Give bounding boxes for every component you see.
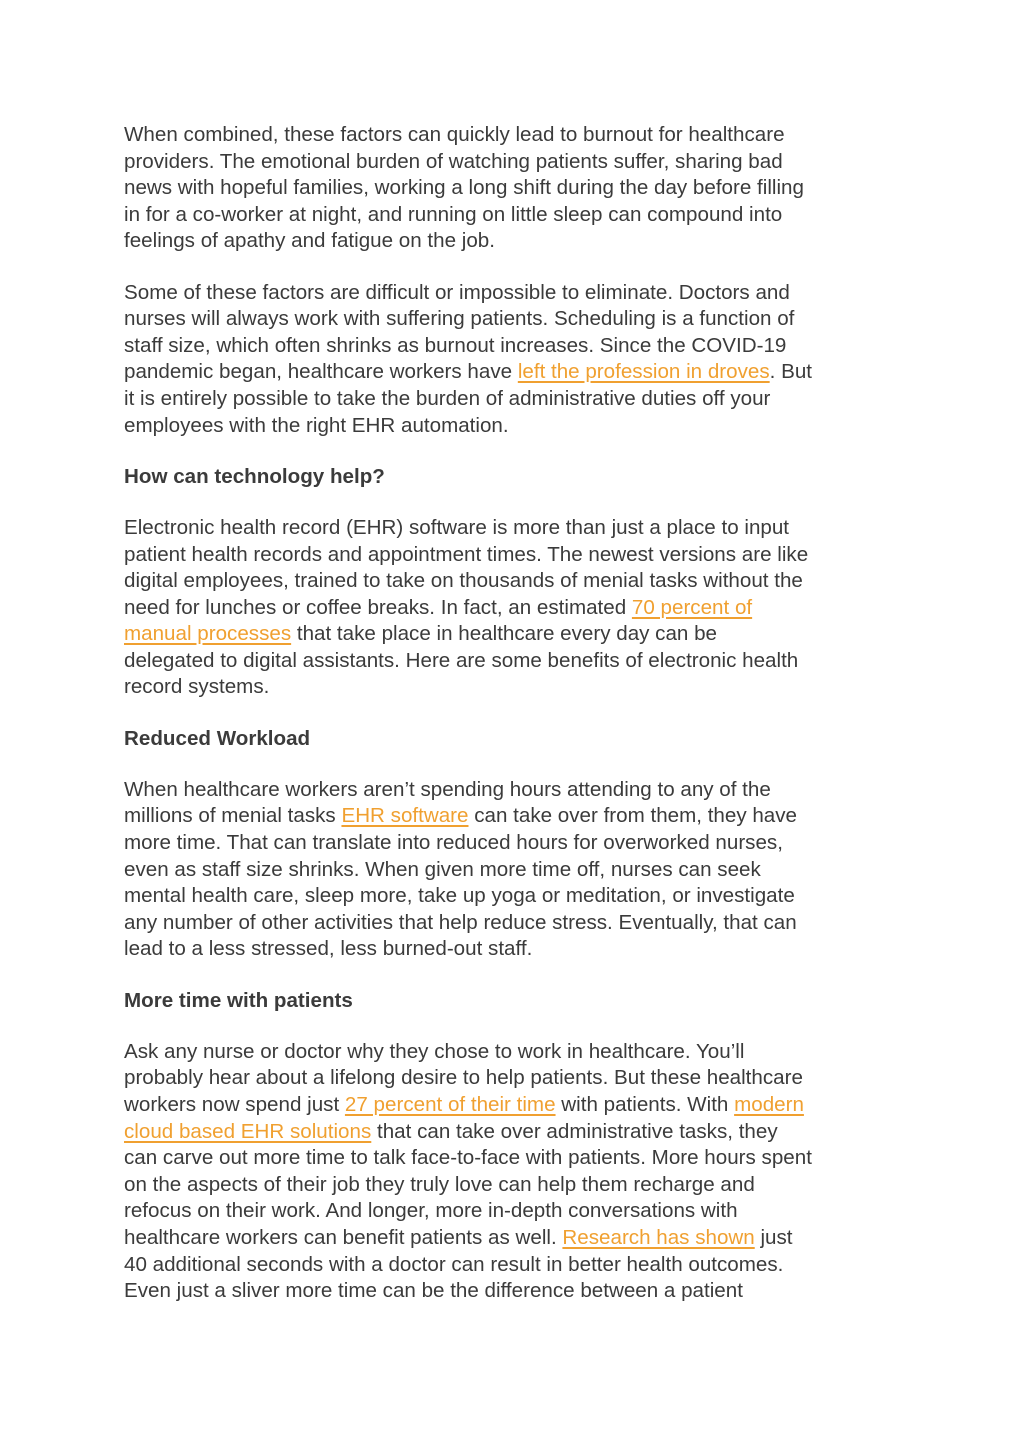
text-line: in for a co-worker at night, and running on little sleep can compound into	[124, 202, 783, 226]
text-line: news with hopeful families, working a long shift during the day before filling	[124, 176, 804, 200]
text-segment: healthcare workers can benefit patients as well.	[124, 1225, 563, 1249]
text-line: nurses will always work with suffering patients. Scheduling is a function of	[124, 307, 795, 331]
text-segment: that can take over administrative tasks, they	[371, 1119, 778, 1143]
text-segment: just	[754, 1225, 793, 1249]
text-line: digital employees, trained to take on thousands of menial tasks without the	[124, 569, 803, 593]
text-segment: that take place in healthcare every day can be	[291, 622, 717, 646]
text-line: staff size, which often shrinks as burnout increases. Since the COVID-19	[124, 333, 787, 357]
text-segment: can take over from them, they have	[468, 804, 798, 828]
text-line: it is entirely possible to take the burden of administrative duties off your	[124, 386, 771, 410]
link-modern-ehr-part2[interactable]: cloud based EHR solutions	[124, 1119, 372, 1143]
text-line	[124, 359, 914, 386]
text-line: can carve out more time to talk face-to-face with patients. More hours spent	[124, 1146, 812, 1170]
paragraph-reduced-workload	[124, 777, 914, 963]
text-line: more time. That can translate into reduced hours for overworked nurses,	[124, 831, 783, 855]
link-modern-ehr-part1[interactable]: modern	[734, 1092, 804, 1116]
heading-more-time-with-patients: More time with patients	[124, 988, 353, 1012]
text-line: refocus on their work. And longer, more in-depth conversations with	[124, 1199, 738, 1223]
text-line	[124, 1092, 914, 1119]
link-left-the-profession[interactable]: left the profession in droves	[517, 360, 770, 384]
text-line: mental health care, sleep more, take up yoga or meditation, or investigate	[124, 884, 795, 908]
text-line	[124, 1225, 914, 1252]
text-segment: with patients. With	[555, 1092, 735, 1116]
text-line: even as staff size shrinks. When given more time off, nurses can seek	[124, 857, 761, 881]
text-line: providers. The emotional burden of watching patients suffer, sharing bad	[124, 149, 783, 173]
text-line: 40 additional seconds with a doctor can result in better health outcomes.	[124, 1252, 784, 1276]
text-line: patient health records and appointment times. The newest versions are like	[124, 542, 809, 566]
text-line	[124, 803, 914, 830]
text-line: When combined, these factors can quickly lead to burnout for healthcare	[124, 123, 785, 146]
text-line: lead to a less stressed, less burned-out staff.	[124, 937, 533, 961]
paragraph-ehr-software	[124, 515, 914, 701]
heading-technology-help: How can technology help?	[124, 464, 385, 488]
text-line: record systems.	[124, 675, 270, 699]
link-70-percent-part2[interactable]: manual processes	[124, 622, 292, 646]
text-line: Some of these factors are difficult or impossible to eliminate. Doctors and	[124, 280, 790, 304]
text-line: delegated to digital assistants. Here are some benefits of electronic health	[124, 648, 799, 672]
heading-reduced-workload: Reduced Workload	[124, 726, 311, 750]
text-segment: . But	[769, 360, 813, 384]
link-70-percent-part1[interactable]: 70 percent of	[631, 595, 753, 619]
paragraph-burnout-factors	[124, 122, 914, 255]
text-segment: workers now spend just	[124, 1092, 345, 1116]
text-line	[124, 621, 914, 648]
link-research-has-shown[interactable]: Research has shown	[562, 1225, 755, 1249]
text-segment: millions of menial tasks	[124, 804, 342, 828]
link-27-percent[interactable]: 27 percent of their time	[344, 1092, 556, 1116]
paragraph-difficult-factors	[124, 280, 914, 440]
link-ehr-software[interactable]: EHR software	[341, 804, 469, 828]
text-segment: need for lunches or coffee breaks. In fact, an estimated	[124, 595, 632, 619]
text-line: feelings of apathy and fatigue on the job.	[124, 229, 495, 253]
text-line: probably hear about a lifelong desire to help patients. But these healthcare	[124, 1066, 803, 1090]
paragraph-more-time-with-patients	[124, 1039, 914, 1305]
text-line	[124, 595, 914, 622]
text-line: employees with the right EHR automation.	[124, 413, 509, 437]
text-line: When healthcare workers aren’t spending hours attending to any of the	[124, 777, 771, 801]
text-segment: pandemic began, healthcare workers have	[124, 360, 518, 384]
text-line	[124, 1119, 914, 1146]
text-line: Even just a sliver more time can be the difference between a patient	[124, 1279, 743, 1303]
text-line: on the aspects of their job they truly love can help them recharge and	[124, 1172, 755, 1196]
text-line: Ask any nurse or doctor why they chose to work in healthcare. You’ll	[124, 1039, 745, 1063]
text-line: Electronic health record (EHR) software is more than just a place to input	[124, 515, 790, 539]
text-line: any number of other activities that help reduce stress. Eventually, that can	[124, 910, 797, 934]
document-page	[124, 122, 914, 1329]
